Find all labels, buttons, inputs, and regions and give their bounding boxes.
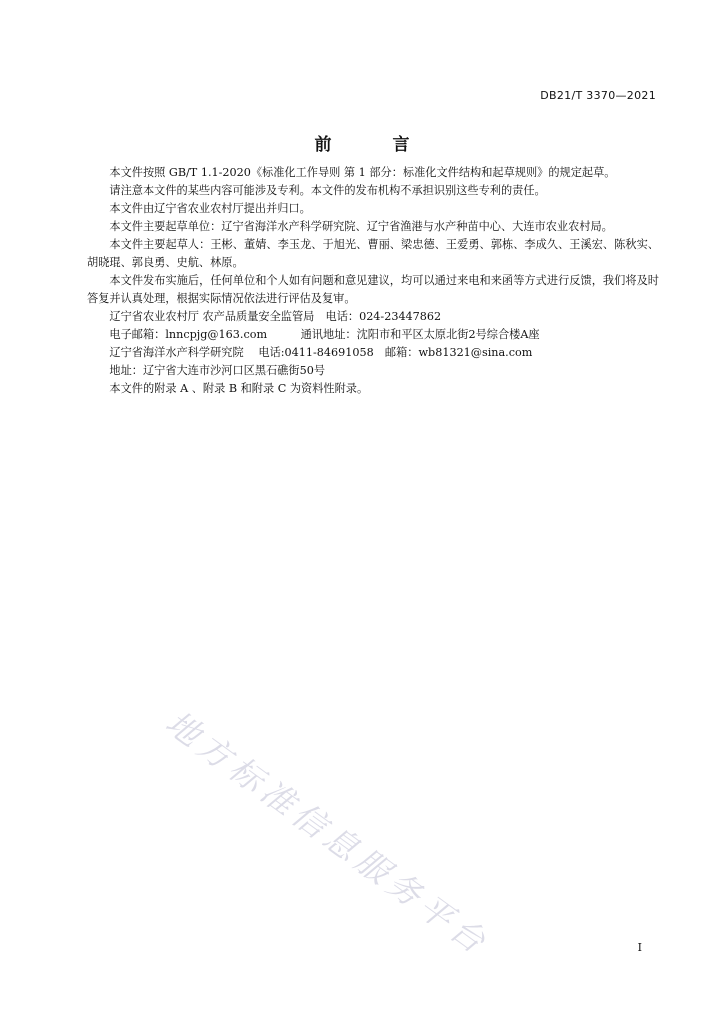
contact-line-department: 辽宁省农业农村厅 农产品质量安全监管局 电话：024-23447862: [109, 310, 442, 323]
paragraph-drafting-units: 本文件主要起草单位：辽宁省海洋水产科学研究院、辽宁省渔港与水产种苗中心、大连市农业农村局。: [109, 220, 613, 233]
page-number: I: [637, 941, 642, 954]
page-title: 前 言: [314, 135, 432, 155]
paragraph-drafters: 本文件主要起草人：王彬、董婧、李玉龙、于旭光、曹丽、梁忠德、王爱勇、郭栋、李成久、王溪宏、陈秋实、胡晓琨、郭良勇、史航、林原。: [87, 238, 659, 269]
foreword-body: [87, 164, 659, 398]
document-code: DB21/T 3370—2021: [540, 89, 656, 102]
paragraph-feedback: 本文件发布实施后，任何单位和个人如有问题和意见建议，均可以通过来电和来函等方式进行反馈，我们将及时答复并认真处理，根据实际情况依法进行评估及复审。: [87, 274, 659, 305]
paragraph-proposer: 本文件由辽宁省农业农村厅提出并归口。: [109, 202, 311, 215]
contact-line-institute: 辽宁省海洋水产科学研究院 电话:0411-84691058 邮箱：wb81321@sina.com: [109, 346, 533, 359]
watermark: 地方标准信息服务平台: [158, 702, 497, 964]
contact-line-institute-address: 地址：辽宁省大连市沙河口区黑石礁街50号: [109, 364, 326, 377]
appendix-note: 本文件的附录 A 、附录 B 和附录 C 为资料性附录。: [109, 382, 369, 395]
paragraph-drafting-rules: 本文件按照 GB/T 1.1-2020《标准化工作导则 第 1 部分：标准化文件结构和起草规则》的规定起草。: [109, 166, 616, 179]
paragraph-patent-notice: 请注意本文件的某些内容可能涉及专利。本文件的发布机构不承担识别这些专利的责任。: [109, 184, 546, 197]
contact-line-email-address: 电子邮箱：lnncpjg@163.com 通讯地址：沈阳市和平区太原北街2号综合楼A座: [109, 328, 540, 341]
